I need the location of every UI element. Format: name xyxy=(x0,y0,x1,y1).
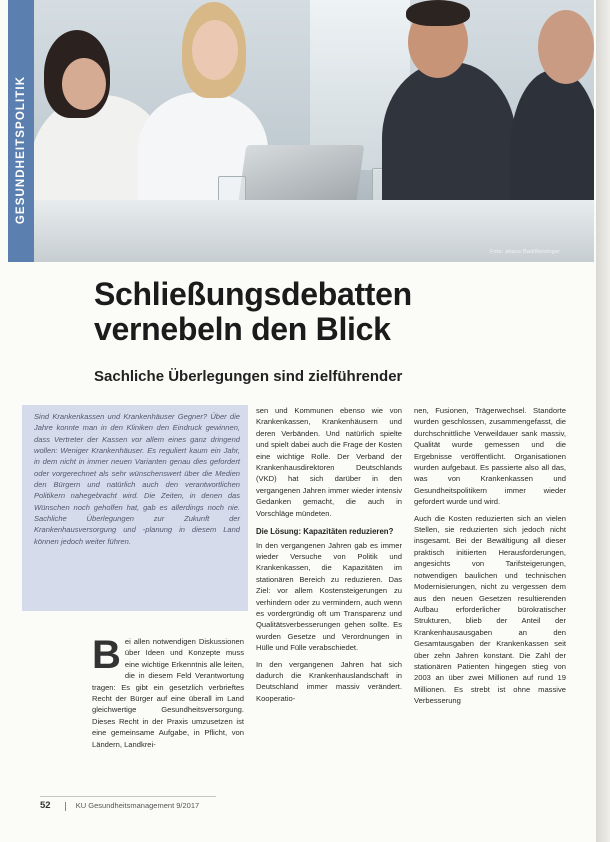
column-2-paragraph: In den vergangenen Jahren hat sich dadurch die Krankenhauslandschaft in Deutschland immer massiv verändert. Kooperatio- xyxy=(256,659,402,703)
footer-rule xyxy=(40,796,216,797)
section-heading: Die Lösung: Kapazitäten reduzieren? xyxy=(256,527,394,537)
photo-person-man-suit xyxy=(382,62,516,222)
footer-divider xyxy=(65,802,66,811)
column-3-paragraph: nen, Fusionen, Trägerwechsel. Standorte wurden geschlossen, zusammengefasst, die durchschnittliche Verweildauer sank massiv, Qualität wurde gemessen und die Ergebnisse veröffentlicht. Organisationen wurden aufgebaut. Es passierte also all das, was von Krankenkassen und Gesundheitspolitikern immer wieder gefordert wurde und wird. xyxy=(414,406,566,507)
page-footer xyxy=(40,800,560,811)
publication-name: KU Gesundheitsmanagement 9/2017 xyxy=(75,801,200,810)
section-label: GESUNDHEITSPOLITIK xyxy=(15,75,27,225)
header-photo xyxy=(10,0,594,262)
photo-laptop xyxy=(238,145,365,207)
photo-credit: Foto: ahaus Bad/Reisinger xyxy=(490,249,561,255)
page-number: 52 xyxy=(40,800,51,811)
next-page-edge xyxy=(596,0,610,842)
column-2-paragraph: In den vergangenen Jahren gab es immer wieder Versuche von Politik und Krankenkassen, die Kapazitäten im stationären Bereich zu reduzieren. Das Ziel: vor allem Kostensteigerungen zu verhindern oder zu vermindern, auch wenn es vordergründig oft um Transparenz und Qualitätsverbesserungen gehen sollte. Es wurden Gesetze und Verordnungen in Hülle und Fülle verabschiedet. xyxy=(256,540,402,653)
text-column-3 xyxy=(414,405,566,712)
column-2-paragraph: sen und Kommunen ebenso wie von Krankenkassen, Krankenhäusern und deren Verbänden. Und natürlich spielte und spielt dabei auch die Frage der Kosten eine wichtige Rolle. Der Verband der Krankenhausdirektoren Deutschlands (VKD) hat sich darüber in den vergangenen Jahren immer wieder intensiv Gedanken gemacht, die auch in Vorschläge mündeten. xyxy=(256,406,402,518)
column-3-paragraph: Auch die Kosten reduzierten sich an vielen Stellen, sie reduzierten sich jedoch nicht insgesamt. Bei der Bewältigung all dieser praktisch initiierten Herausforderungen, angesichts von Tarifsteigerungen, notwendigen baulichen und technischen Modernisierungen, nicht zu vergessen dem aus den neuen Gesetzen resultierenden Aufbau erforderlicher bürokratischer Strukturen, blieb der Anteil der Krankenhausausgaben an den Gesamtausgaben der Krankenkassen seit über zehn Jahren konstant. Die Zahl der stationären Patienten hingegen stieg von 2003 an über zwei Millionen auf rund 19 Millionen. Es strebt ist ohne massive Verbesserung xyxy=(414,513,566,706)
article-subtitle: Sachliche Überlegungen sind zielführender xyxy=(94,368,403,385)
text-column-1 xyxy=(92,633,244,750)
title-line-2: vernebeln den Blick xyxy=(94,311,391,347)
drop-cap: B xyxy=(92,633,121,677)
photo-person-man-suit-hair xyxy=(406,0,470,26)
intro-text: Sind Krankenkassen und Krankenhäuser Gegner? Über die Jahre konnte man in den Kliniken den Eindruck gewinnen, dass Vertreter der Kassen vor allem eines ganz dringend wollen: Weniger Krankenhäuser. Es reguliert kaum ein Jahr, in dem nicht in immer neuen Varianten genau dies gefordert oder vorgerechnet als sehr wünschenswert über die Medien den Bürgern und natürlich auch den verantwortlichen Politikern nahegebracht wird. Die Zeiten, in denen das Wünschen noch geholfen hat, gab es allerdings noch nie. Sachliche Überlegungen zur Zukunft der Krankenhausversorgung und -planung in diesem Land können jedoch weiter führen. xyxy=(34,412,240,546)
article-title xyxy=(94,277,534,347)
section-tab xyxy=(8,0,34,262)
photo-person-left-face xyxy=(62,58,106,110)
photo-person-man-right-face xyxy=(538,10,594,84)
intro-box xyxy=(22,405,248,611)
photo-person-doctor-face xyxy=(192,20,238,80)
column-1-text: ei allen notwendigen Diskussionen über Ideen und Konzepte muss eine wichtige Erkenntnis alle leiten, die in diesem Feld Verantwortung tragen: Es gibt ein gesetzlich verbrieftes Recht der Bürger auf eine überall im Land gleichwertige Gesundheitsversorgung. Dieses Recht in der Praxis umzusetzen ist eine gemeinsame Aufgabe, in Pflicht, von Ländern, Landkrei- xyxy=(92,637,244,749)
title-line-1: Schließungsdebatten xyxy=(94,276,412,312)
text-column-2 xyxy=(256,405,402,709)
